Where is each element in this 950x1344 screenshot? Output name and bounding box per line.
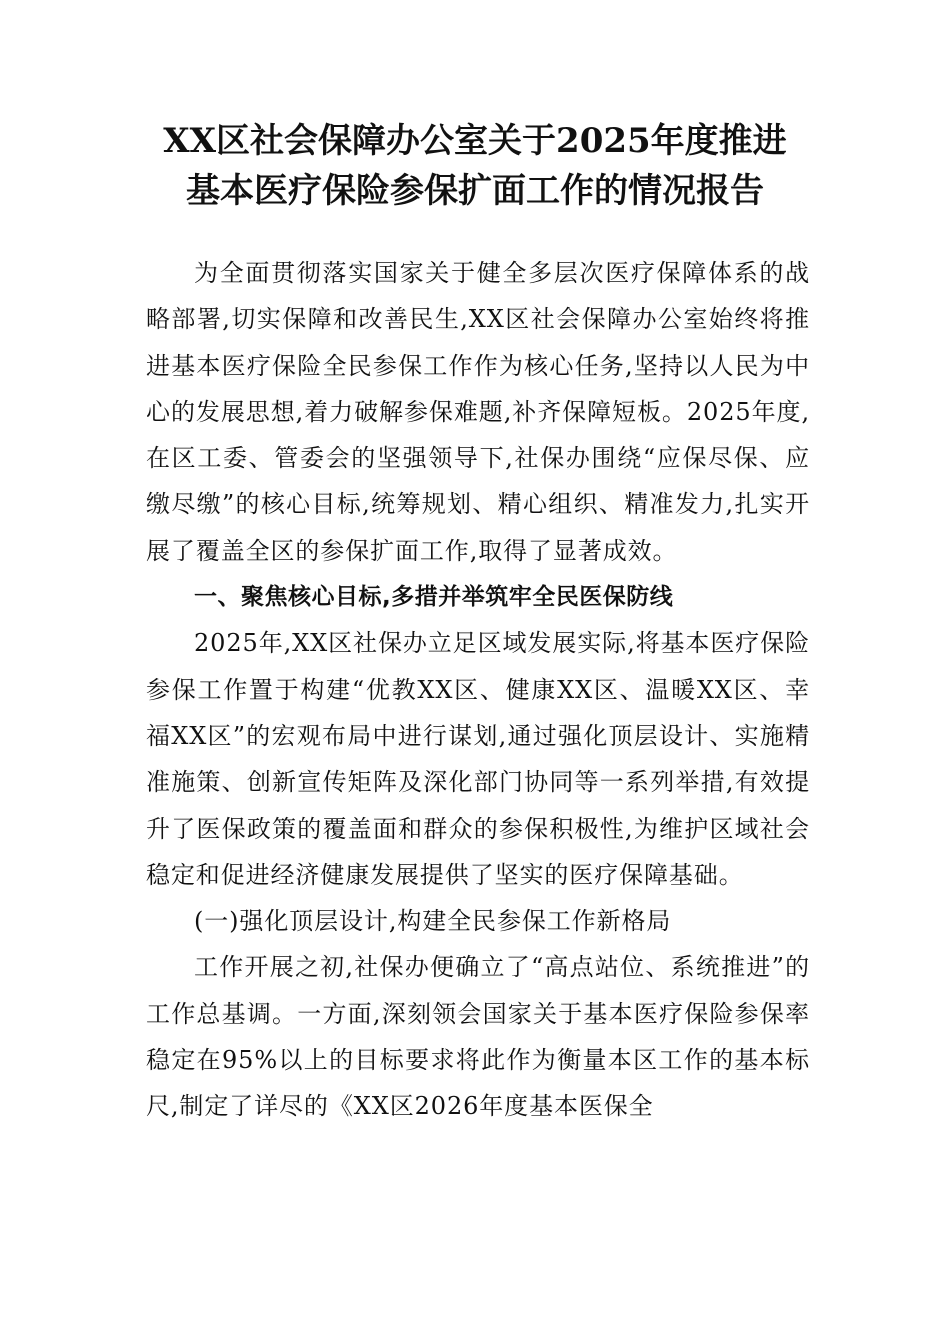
section-1-heading: 一、聚焦核心目标,多措并举筑牢全民医保防线 [194, 584, 674, 611]
subsection-1-paragraph: 工作开展之初,社保办便确立了“高点站位、系统推进”的工作总基调。一方面,深刻领会国家关于基本医疗保险参保率稳定在95%以上的目标要求将此作为衡量本区工作的基本标尺,制定了详尽的《XX区2026年度基本医保全 [146, 953, 810, 1121]
intro-paragraph: 为全面贯彻落实国家关于健全多层次医疗保障体系的战略部署,切实保障和改善民生,XX区社会保障办公室始终将推进基本医疗保险全民参保工作作为核心任务,坚持以人民为中心的发展思想,着力破解参保难题,补齐保障短板。2025年度,在区工委、管委会的坚强领导下,社保办围绕“应保尽保、应缴尽缴”的核心目标,统筹规划、精心组织、精准发力,扎实开展了覆盖全区的参保扩面工作,取得了显著成效。 [146, 259, 810, 565]
title-line-2: 基本医疗保险参保扩面工作的情况报告 [186, 171, 764, 211]
section-1-paragraph: 2025年,XX区社保办立足区域发展实际,将基本医疗保险参保工作置于构建“优教XX区、健康XX区、温暖XX区、幸福XX区”的宏观布局中进行谋划,通过强化顶层设计、实施精准施策、创新宣传矩阵及深化部门协同等一系列举措,有效提升了医保政策的覆盖面和群众的参保积极性,为维护区域社会稳定和促进经济健康发展提供了坚实的医疗保障基础。 [146, 629, 810, 889]
page-title [100, 116, 850, 216]
document-body [146, 250, 810, 1130]
title-line-1: XX区社会保障办公室关于2025年度推进 [163, 121, 787, 161]
subsection-1-heading: (一)强化顶层设计,构建全民参保工作新格局 [194, 907, 672, 936]
